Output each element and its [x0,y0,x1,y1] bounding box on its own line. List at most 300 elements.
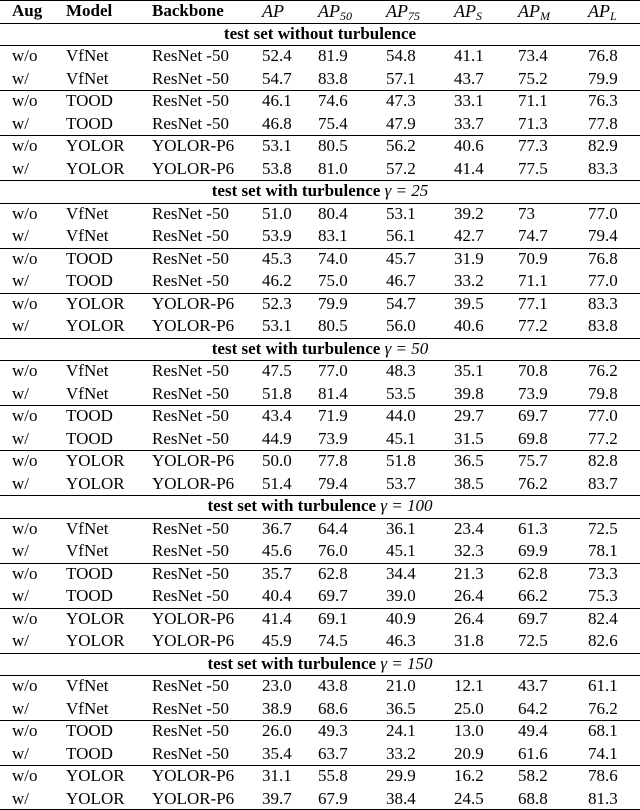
cell-ap: 54.7 [262,68,292,88]
cell-apm: 68.8 [518,788,548,808]
cell-backbone: YOLOR-P6 [152,631,235,650]
cell-model: YOLOR [66,158,125,178]
cell-apm: 70.8 [518,361,548,380]
cell-ap75: 36.5 [386,698,416,718]
cell-aps: 31.9 [454,248,484,268]
cell-model: VfNet [66,226,109,245]
cell-ap75: 45.1 [386,428,416,448]
cell-apm: 49.4 [518,721,548,740]
cell-apl: 83.3 [588,293,618,313]
cell-ap50: 77.8 [318,451,348,470]
table-row [0,248,640,271]
table-row [0,360,640,383]
cell-aug: w/o [12,451,38,470]
cell-ap75: 45.7 [386,248,416,268]
cell-aps: 33.7 [454,113,484,133]
cell-ap: 53.1 [262,316,292,335]
header-apl: $AP_L$ [588,1,617,23]
cell-backbone: ResNet -50 [152,203,229,223]
cell-apm: 71.1 [518,271,548,290]
table-row [0,450,640,473]
cell-backbone: ResNet -50 [152,676,229,695]
cell-model: TOOD [66,721,113,740]
cell-apm: 64.2 [518,698,548,718]
table-row [0,563,640,586]
section-title: test set with turbulence γ = 100 [207,496,433,515]
cell-ap75: 46.7 [386,271,416,290]
cell-aps: 39.5 [454,293,484,313]
cell-ap50: 73.9 [318,428,348,448]
cell-aug: w/ [12,316,29,335]
cell-ap: 53.9 [262,226,292,245]
cell-aps: 13.0 [454,721,484,740]
header-model: Model [66,1,113,20]
cell-ap: 40.4 [262,586,292,605]
cell-apm: 75.2 [518,68,548,88]
table-row [0,720,640,743]
cell-ap: 31.1 [262,766,292,785]
cell-model: VfNet [66,68,109,88]
cell-ap75: 56.2 [386,136,416,155]
cell-backbone: ResNet -50 [152,428,229,448]
cell-backbone: ResNet -50 [152,563,229,583]
cell-aug: w/ [12,586,29,605]
cell-apl: 77.0 [588,203,618,223]
cell-apl: 61.1 [588,676,618,695]
cell-apl: 78.1 [588,541,618,560]
cell-aug: w/o [12,518,38,538]
table-row [0,608,640,631]
cell-ap: 36.7 [262,518,292,538]
cell-apm: 62.8 [518,563,548,583]
cell-model: TOOD [66,563,113,583]
cell-ap75: 21.0 [386,676,416,695]
cell-apm: 70.9 [518,248,548,268]
cell-ap50: 69.7 [318,586,348,605]
cell-ap50: 49.3 [318,721,348,740]
cell-ap: 46.8 [262,113,292,133]
header-aps: $AP_S$ [454,1,482,23]
cell-aug: w/ [12,428,29,448]
cell-ap: 45.3 [262,248,292,268]
cell-model: TOOD [66,248,113,268]
table-row [0,765,640,788]
cell-model: TOOD [66,586,113,605]
cell-aug: w/o [12,248,38,268]
cell-apl: 76.8 [588,46,618,65]
section-gamma: γ = 50 [384,338,429,358]
cell-model: VfNet [66,698,109,718]
cell-apm: 75.7 [518,451,548,470]
table-rule [0,0,640,1]
cell-ap50: 76.0 [318,541,348,560]
cell-ap50: 80.5 [318,136,348,155]
cell-aug: w/ [12,473,29,493]
cell-apm: 74.7 [518,226,548,245]
cell-backbone: ResNet -50 [152,743,229,763]
cell-model: YOLOR [66,631,125,650]
section-title: test set with turbulence γ = 150 [207,653,433,673]
cell-ap50: 64.4 [318,518,348,538]
table-row [0,68,640,91]
header-aug: Aug [12,1,43,20]
cell-model: YOLOR [66,608,125,628]
cell-ap: 23.0 [262,676,292,695]
cell-ap75: 40.9 [386,608,416,628]
table-row [0,45,640,68]
cell-ap75: 29.9 [386,766,416,785]
cell-ap75: 46.3 [386,631,416,650]
cell-aug: w/o [12,361,38,380]
cell-ap75: 53.5 [386,383,416,403]
cell-ap75: 56.1 [386,226,416,245]
cell-ap50: 55.8 [318,766,348,785]
cell-aps: 23.4 [454,518,484,538]
cell-aug: w/o [12,406,38,425]
cell-backbone: ResNet -50 [152,68,229,88]
cell-aug: w/ [12,743,29,763]
cell-apm: 72.5 [518,631,548,650]
cell-aps: 32.3 [454,541,484,560]
cell-apl: 79.9 [588,68,618,88]
cell-aug: w/ [12,788,29,808]
cell-ap50: 79.4 [318,473,348,493]
cell-ap75: 34.4 [386,563,416,583]
table-row [0,788,640,810]
cell-ap: 44.9 [262,428,292,448]
cell-ap50: 81.0 [318,158,348,178]
cell-apm: 69.7 [518,406,548,425]
cell-ap75: 53.1 [386,203,416,223]
header-ap50: $AP_{50}$ [318,1,352,23]
cell-aps: 21.3 [454,563,484,583]
cell-apl: 74.1 [588,743,618,763]
cell-apl: 76.2 [588,361,618,380]
cell-model: YOLOR [66,136,125,155]
cell-model: VfNet [66,46,109,65]
cell-aps: 39.8 [454,383,484,403]
cell-ap75: 54.8 [386,46,416,65]
table-row [0,698,640,721]
cell-ap75: 38.4 [386,788,416,808]
cell-apm: 66.2 [518,586,548,605]
cell-model: VfNet [66,676,109,695]
header-ap75: $AP_{75}$ [386,1,420,23]
cell-apl: 82.4 [588,608,618,628]
cell-ap: 41.4 [262,608,292,628]
cell-ap75: 36.1 [386,518,416,538]
cell-ap50: 75.0 [318,271,348,290]
table-row [0,158,640,181]
cell-ap75: 53.7 [386,473,416,493]
cell-ap75: 44.0 [386,406,416,425]
table-row [0,270,640,293]
cell-aps: 40.6 [454,316,484,335]
cell-apm: 58.2 [518,766,548,785]
cell-apm: 73.4 [518,46,548,65]
cell-aug: w/o [12,676,38,695]
header-backbone: Backbone [152,1,224,20]
cell-aug: w/o [12,136,38,155]
cell-aug: w/ [12,541,29,560]
cell-aps: 38.5 [454,473,484,493]
cell-ap50: 81.9 [318,46,348,65]
cell-ap50: 63.7 [318,743,348,763]
cell-apl: 83.8 [588,316,618,335]
cell-ap: 38.9 [262,698,292,718]
cell-apm: 69.9 [518,541,548,560]
cell-ap: 43.4 [262,406,292,425]
cell-ap50: 83.8 [318,68,348,88]
table-row [0,473,640,496]
header-ap: AP [262,1,284,21]
cell-ap: 39.7 [262,788,292,808]
table-row [0,315,640,338]
cell-apl: 78.6 [588,766,618,785]
cell-ap75: 54.7 [386,293,416,313]
cell-ap75: 57.1 [386,68,416,88]
cell-apm: 77.3 [518,136,548,155]
cell-aug: w/ [12,698,29,718]
table-row [0,630,640,653]
cell-aps: 41.4 [454,158,484,178]
cell-apm: 77.5 [518,158,548,178]
cell-backbone: ResNet -50 [152,226,229,245]
cell-model: TOOD [66,428,113,448]
cell-model: VfNet [66,361,109,380]
cell-aug: w/ [12,631,29,650]
cell-backbone: ResNet -50 [152,113,229,133]
cell-ap: 53.8 [262,158,292,178]
cell-apm: 61.6 [518,743,548,763]
cell-ap: 45.6 [262,541,292,560]
cell-apl: 73.3 [588,563,618,583]
cell-apl: 79.8 [588,383,618,403]
cell-aug: w/ [12,158,29,178]
cell-model: TOOD [66,91,113,110]
cell-aps: 43.7 [454,68,484,88]
cell-ap: 51.4 [262,473,292,493]
cell-aps: 26.4 [454,586,484,605]
cell-backbone: YOLOR-P6 [152,293,235,313]
cell-apl: 68.1 [588,721,618,740]
cell-backbone: ResNet -50 [152,518,229,538]
cell-backbone: YOLOR-P6 [152,788,235,808]
header-row [0,0,640,23]
cell-ap75: 56.0 [386,316,416,335]
cell-ap: 53.1 [262,136,292,155]
cell-ap75: 57.2 [386,158,416,178]
cell-aps: 25.0 [454,698,484,718]
table-row [0,113,640,136]
cell-ap50: 62.8 [318,563,348,583]
cell-aug: w/ [12,383,29,403]
cell-model: TOOD [66,743,113,763]
cell-backbone: ResNet -50 [152,248,229,268]
cell-aug: w/o [12,203,38,223]
cell-model: YOLOR [66,316,125,335]
cell-ap50: 79.9 [318,293,348,313]
cell-ap: 35.4 [262,743,292,763]
cell-model: TOOD [66,113,113,133]
cell-apl: 75.3 [588,586,618,605]
table-row [0,225,640,248]
cell-ap75: 51.8 [386,451,416,470]
cell-ap: 46.2 [262,271,292,290]
table-row [0,585,640,608]
cell-model: YOLOR [66,766,125,785]
cell-ap50: 68.6 [318,698,348,718]
cell-ap: 47.5 [262,361,292,380]
cell-ap: 51.0 [262,203,292,223]
cell-model: YOLOR [66,788,125,808]
cell-aps: 36.5 [454,451,484,470]
cell-apl: 82.9 [588,136,618,155]
cell-apl: 83.7 [588,473,618,493]
cell-aug: w/o [12,293,38,313]
cell-backbone: ResNet -50 [152,91,229,110]
cell-ap75: 45.1 [386,541,416,560]
cell-ap50: 43.8 [318,676,348,695]
cell-aps: 41.1 [454,46,484,65]
section-gamma: γ = 25 [384,181,429,200]
cell-aps: 39.2 [454,203,484,223]
cell-backbone: YOLOR-P6 [152,316,235,335]
table-row [0,428,640,451]
section-gamma: γ = 100 [380,496,433,515]
cell-apm: 71.3 [518,113,548,133]
cell-backbone: ResNet -50 [152,698,229,718]
table-row [0,383,640,406]
cell-apl: 77.2 [588,428,618,448]
cell-apl: 81.3 [588,788,618,808]
cell-apm: 69.7 [518,608,548,628]
cell-backbone: YOLOR-P6 [152,766,235,785]
cell-aug: w/ [12,226,29,245]
cell-ap: 26.0 [262,721,292,740]
cell-aug: w/ [12,68,29,88]
cell-backbone: ResNet -50 [152,271,229,290]
cell-backbone: YOLOR-P6 [152,608,235,628]
cell-aug: w/o [12,46,38,65]
cell-ap50: 77.0 [318,361,348,380]
cell-model: YOLOR [66,293,125,313]
cell-apl: 76.2 [588,698,618,718]
cell-aps: 33.1 [454,91,484,110]
cell-aps: 42.7 [454,226,484,245]
cell-apm: 43.7 [518,676,548,695]
table-row [0,293,640,316]
cell-aug: w/o [12,608,38,628]
cell-apl: 77.0 [588,406,618,425]
cell-ap50: 67.9 [318,788,348,808]
cell-aps: 40.6 [454,136,484,155]
cell-ap50: 69.1 [318,608,348,628]
cell-ap75: 33.2 [386,743,416,763]
cell-aug: w/o [12,91,38,110]
cell-aps: 16.2 [454,766,484,785]
cell-ap75: 24.1 [386,721,416,740]
cell-aps: 12.1 [454,676,484,695]
cell-backbone: YOLOR-P6 [152,136,235,155]
cell-ap75: 39.0 [386,586,416,605]
cell-model: TOOD [66,406,113,425]
cell-ap50: 80.5 [318,316,348,335]
cell-backbone: YOLOR-P6 [152,451,235,470]
cell-apl: 76.8 [588,248,618,268]
cell-apl: 82.6 [588,631,618,650]
cell-aps: 31.5 [454,428,484,448]
cell-apm: 61.3 [518,518,548,538]
cell-model: TOOD [66,271,113,290]
cell-aps: 35.1 [454,361,484,380]
cell-backbone: ResNet -50 [152,361,229,380]
cell-aps: 20.9 [454,743,484,763]
cell-aug: w/o [12,766,38,785]
cell-ap50: 80.4 [318,203,348,223]
cell-ap50: 81.4 [318,383,348,403]
table-row [0,405,640,428]
cell-apl: 82.8 [588,451,618,470]
cell-ap50: 74.0 [318,248,348,268]
cell-ap: 52.3 [262,293,292,313]
cell-apl: 76.3 [588,91,618,110]
cell-apm: 73 [518,203,535,223]
cell-aps: 24.5 [454,788,484,808]
cell-apl: 77.8 [588,113,618,133]
cell-ap: 45.9 [262,631,292,650]
cell-aug: w/ [12,271,29,290]
cell-backbone: ResNet -50 [152,383,229,403]
cell-backbone: YOLOR-P6 [152,158,235,178]
cell-apm: 73.9 [518,383,548,403]
cell-ap50: 83.1 [318,226,348,245]
cell-aug: w/o [12,721,38,740]
cell-apl: 79.4 [588,226,618,245]
cell-backbone: ResNet -50 [152,721,229,740]
section-gamma: γ = 150 [380,653,433,673]
cell-aps: 26.4 [454,608,484,628]
cell-apm: 77.1 [518,293,548,313]
cell-ap: 46.1 [262,91,292,110]
cell-ap50: 74.5 [318,631,348,650]
header-apm: $AP_M$ [518,1,550,23]
cell-ap75: 48.3 [386,361,416,380]
section-title: test set with turbulence γ = 50 [211,338,429,358]
cell-model: VfNet [66,541,109,560]
cell-model: VfNet [66,383,109,403]
cell-apm: 77.2 [518,316,548,335]
cell-model: VfNet [66,203,109,223]
table-row [0,675,640,698]
cell-backbone: ResNet -50 [152,541,229,560]
cell-apm: 71.1 [518,91,548,110]
cell-ap50: 71.9 [318,406,348,425]
cell-backbone: ResNet -50 [152,406,229,425]
cell-apl: 77.0 [588,271,618,290]
table-row [0,518,640,541]
table-row [0,203,640,226]
table-row [0,540,640,563]
cell-apl: 72.5 [588,518,618,538]
cell-aps: 31.8 [454,631,484,650]
cell-aug: w/ [12,113,29,133]
cell-aps: 33.2 [454,271,484,290]
cell-apm: 76.2 [518,473,548,493]
table-row [0,135,640,158]
cell-ap: 52.4 [262,46,292,65]
cell-ap: 51.8 [262,383,292,403]
